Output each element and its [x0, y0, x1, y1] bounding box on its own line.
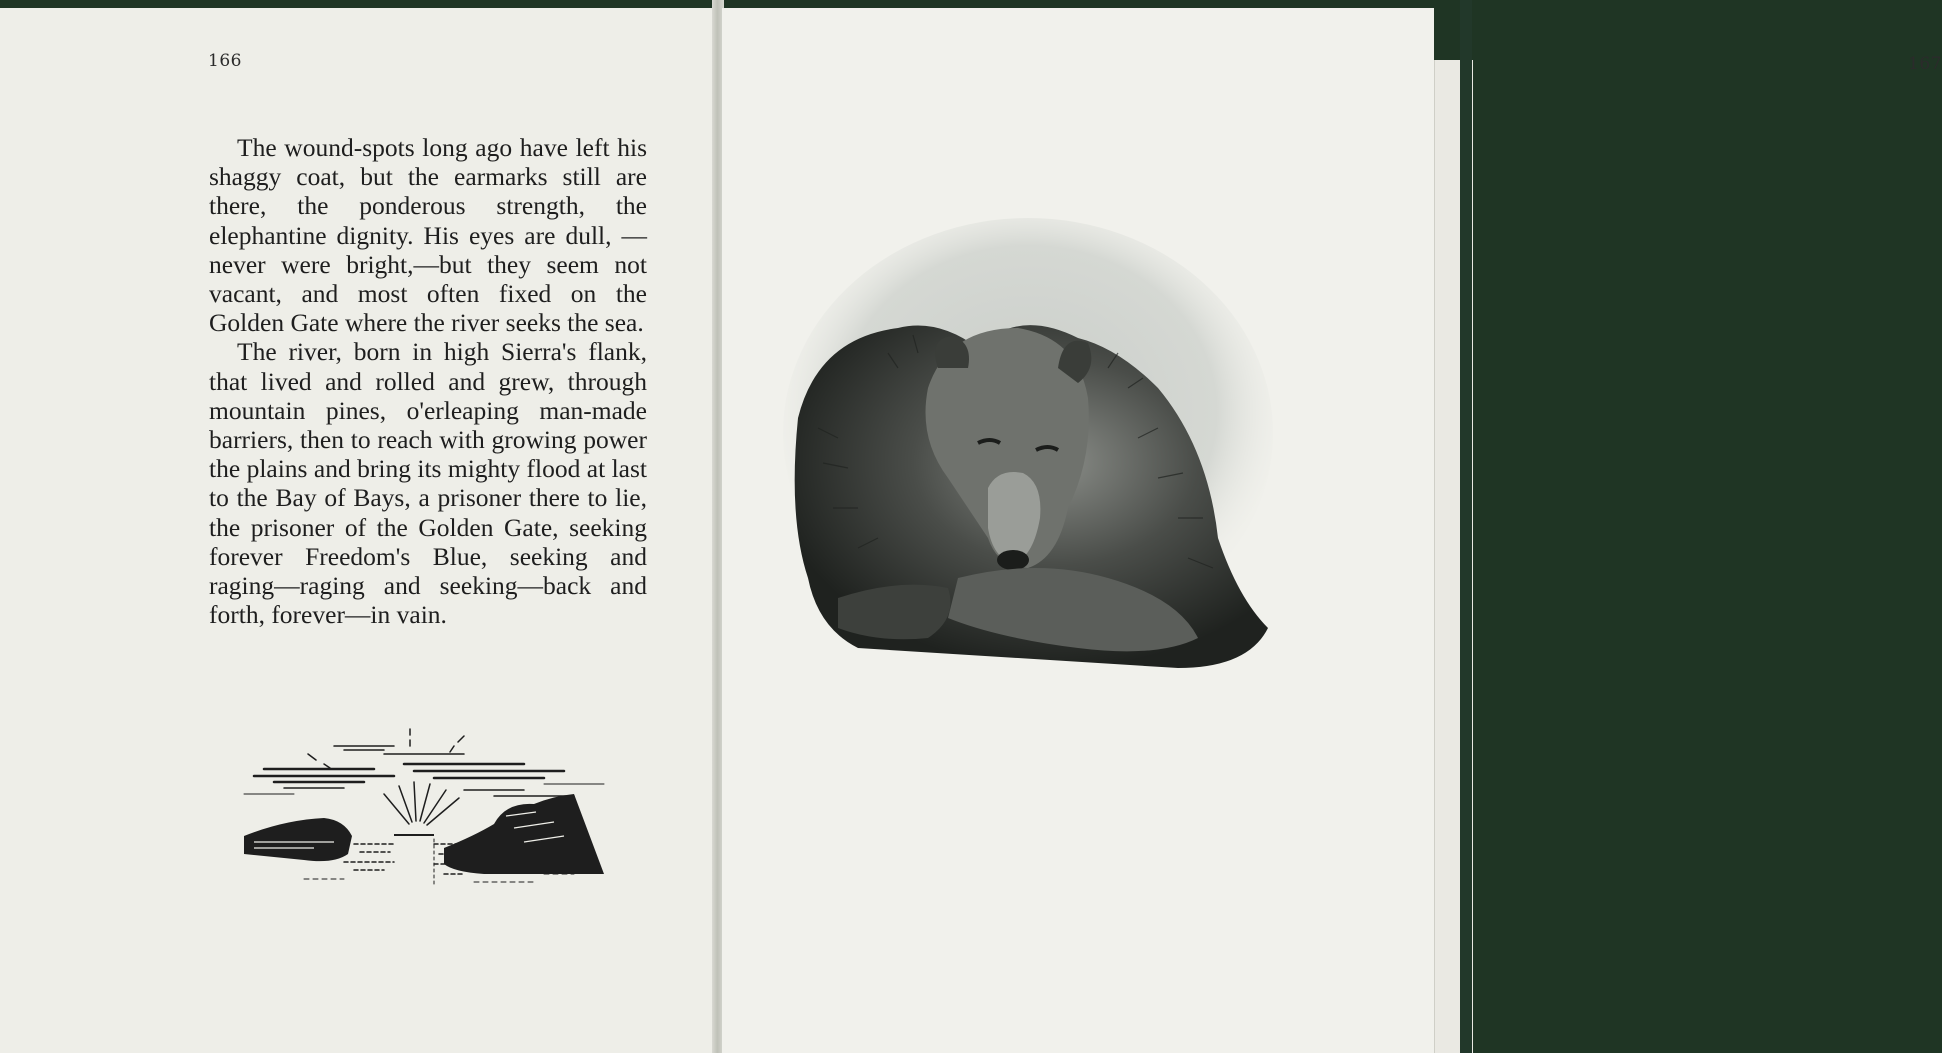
paragraph-1: The wound-spots long ago have left his shaggy coat, but the earmarks still are there, the ponderous strength, the elephantine dignity. His eyes are dull, —never were bright,—but they seem not vacant, and most often fixed on the Golden Gate where the river seeks the sea. — [209, 133, 647, 338]
bear-illustration — [778, 218, 1278, 688]
body-text — [209, 133, 647, 629]
page-number-left: 166 — [208, 51, 242, 71]
left-page — [0, 8, 714, 1053]
paragraph-2: The river, born in high Sierra's flank, that lived and rolled and grew, through mountain pines, o'erleaping man-made barriers, then to reach with growing power the plains and bring its mighty flood at last to the Bay of Bays, a prisoner there to lie, the prisoner of the Golden Gate, seeking forever Freedom's Blue, seeking and raging—raging and seeking—back and forth, forever—in vain. — [209, 337, 647, 630]
background-edge — [1460, 0, 1472, 1053]
page-number-right: 167 — [1908, 54, 1942, 74]
sunset-vignette-illustration — [244, 724, 616, 894]
